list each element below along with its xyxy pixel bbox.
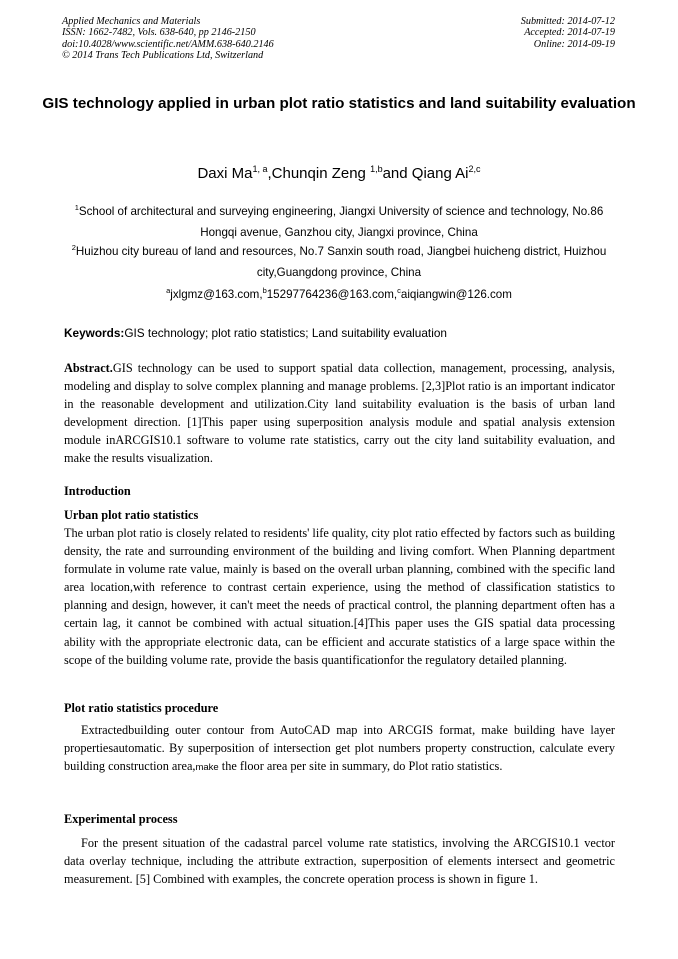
author-emails (0, 285, 678, 305)
abstract (64, 359, 615, 468)
dates-header (521, 16, 615, 50)
issn-line: ISSN: 1662-7482, Vols. 638-640, pp 2146-2150 (62, 27, 256, 39)
affiliation-1 (62, 201, 616, 243)
author-list (0, 164, 678, 184)
procedure-text-small: make (195, 762, 219, 774)
affiliation-text: Huizhou city bureau of land and resources, No.7 Sanxin south road, Jiangbei huicheng district, Huizhou city,Guangdong province, China (75, 245, 607, 279)
paragraph-urban-plot-ratio: The urban plot ratio is closely related to residents' life quality, city plot ratio effected by factors such as building density, the rate and surrounding environment of the building and living comfort. When Planning department formulate in volume rate value, mainly is based on the overall urban planning, combined with the specific land area location,with reference to contrast certain experience, using the method of classification statistics to planning and design, however, it can't meet the needs of practical control, the planning department often has a certain lag, it cannot be combined with actual situation.[4]This paper uses the GIS spatial data processing ability with the appropriate electronic data, can be efficient and accurate statistics of a large space within the scope of the building volume rate, provide the basis quantificationfor the regulatory detailed planning. (64, 526, 615, 667)
abstract-label: Abstract. (64, 361, 113, 375)
author-affiliation-mark: 2,c (468, 164, 481, 174)
author-name: ,Chunqin Zeng (267, 165, 371, 182)
paragraph-experimental: For the present situation of the cadastral parcel volume rate statistics, involving the ARCGIS10.1 vector data overlay technique, including the attribute extraction, superposition of elements intersect and geometric measurement. [5] Combined with examples, the concrete operation process is shown in figure 1. (64, 836, 615, 887)
abstract-text: GIS technology can be used to support spatial data collection, management, processing, analysis, modeling and display to solve complex planning and manage problems. [2,3]Plot ratio is an important indicator in the reasonable development and utilization.City land suitability evaluation is the basis of urban land development direction. [1]This paper using superposition analysis module and spatial analysis extension module inARCGIS10.1 software to volume rate statistics, carry out the city land suitability evaluation, and make the results visualization. (64, 361, 615, 466)
subsection-heading-urban-plot-ratio: Urban plot ratio statistics (64, 508, 199, 522)
journal-header (62, 16, 274, 62)
copyright-line: © 2014 Trans Tech Publications Ltd, Switzerland (62, 50, 264, 62)
keywords (64, 323, 616, 343)
paragraph-procedure (64, 721, 615, 777)
email-mark: a (166, 286, 171, 295)
author-name: and Qiang Ai (382, 165, 469, 182)
doi-line: doi:10.4028/www.scientific.net/AMM.638-640.2146 (62, 38, 274, 50)
journal-name: Applied Mechanics and Materials (62, 16, 201, 27)
section-heading-experimental: Experimental process (64, 812, 178, 826)
accepted-date: Accepted: 2014-07-19 (524, 27, 615, 39)
section-heading-procedure: Plot ratio statistics procedure (64, 701, 219, 715)
submitted-date: Submitted: 2014-07-12 (520, 16, 615, 27)
keywords-text: GIS technology; plot ratio statistics; Land suitability evaluation (124, 326, 447, 340)
section-heading-introduction: Introduction (64, 484, 131, 498)
paper-title: GIS technology applied in urban plot ratio statistics and land suitability evaluation (42, 95, 636, 112)
author-affiliation-mark: 1, a (252, 164, 268, 174)
email-mark: c (397, 286, 401, 295)
email-mark: b (262, 286, 267, 295)
affiliation-2 (62, 241, 616, 283)
email-link: aiqiangwin@126.com (400, 288, 512, 301)
affiliation-mark: 2 (71, 243, 76, 252)
author-name: Daxi Ma (197, 165, 253, 182)
author-affiliation-mark: 1,b (370, 164, 383, 174)
keywords-label: Keywords: (64, 326, 125, 340)
email-link: 15297764236@163.com, (266, 288, 398, 301)
affiliation-text: School of architectural and surveying engineering, Jiangxi University of science and technology, No.86 Hongqi avenue, Ganzhou city, Jiangxi province, China (78, 205, 604, 239)
email-link: jxlgmz@163.com, (170, 288, 263, 301)
online-date: Online: 2014-09-19 (533, 38, 615, 50)
affiliation-mark: 1 (74, 203, 79, 212)
procedure-text-part-1: Extractedbuilding outer contour from AutoCAD map into ARCGIS format, make building have layer propertiesautomatic. By superposition of intersection get plot numbers property construction, calculate every building construction area, (64, 723, 615, 774)
procedure-text-part-2: the floor area per site in summary, do Plot ratio statistics. (218, 759, 503, 774)
